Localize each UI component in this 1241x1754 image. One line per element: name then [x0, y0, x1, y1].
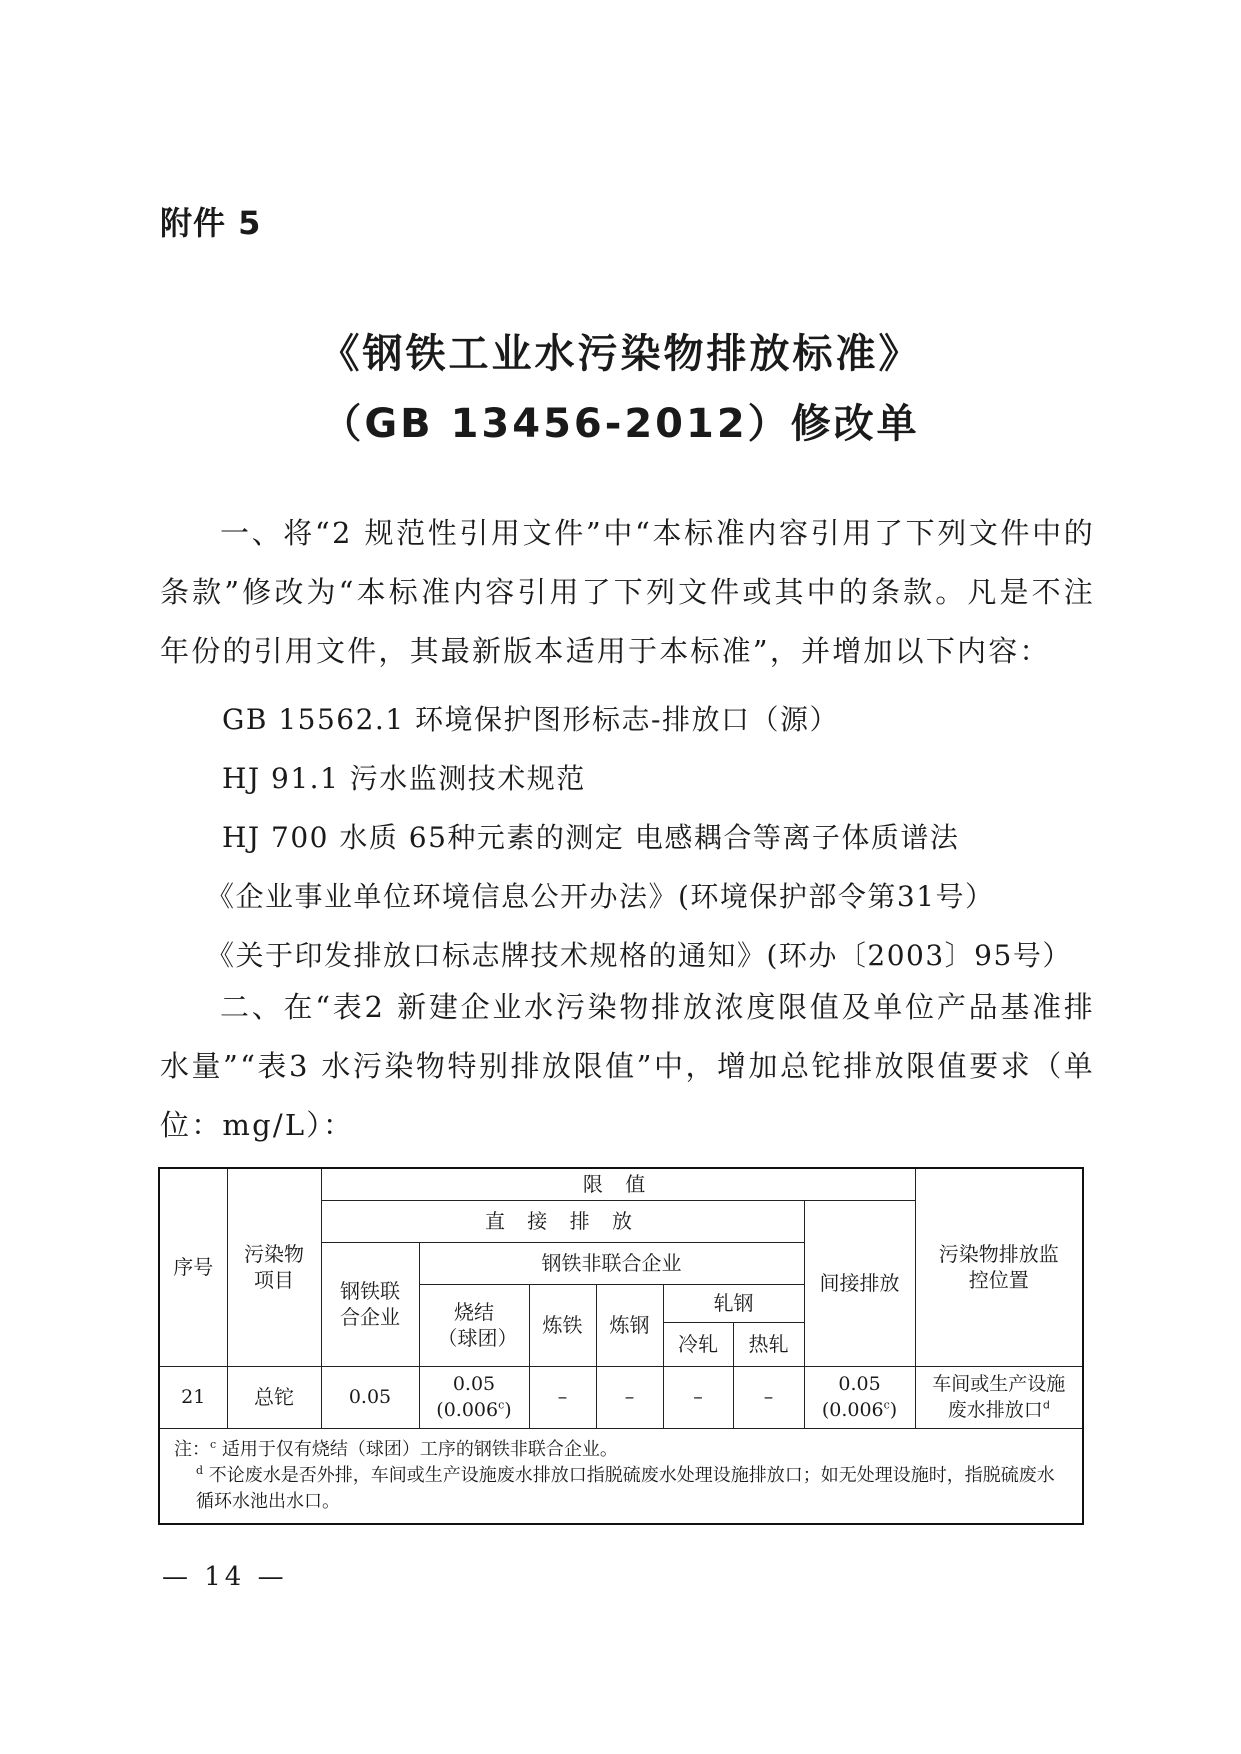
- cell-pollutant: 总铊: [227, 1366, 321, 1428]
- header-limit: 限 值: [321, 1168, 915, 1200]
- reference-item: HJ 91.1 污水监测技术规范: [222, 762, 586, 795]
- header-monitor-location: 污染物排放监控位置: [915, 1168, 1083, 1366]
- reference-item: 《关于印发排放口标志牌技术规格的通知》(环办〔2003〕95号）: [206, 939, 1072, 972]
- header-non-integrated-enterprise: 钢铁非联合企业: [419, 1242, 804, 1284]
- footnote-c-marker: c: [883, 1398, 890, 1412]
- cell-hot-rolling: –: [733, 1366, 804, 1428]
- cell-ironmaking: –: [529, 1366, 596, 1428]
- cell-seq: 21: [159, 1366, 227, 1428]
- note-d-mark: d: [196, 1463, 204, 1477]
- item2-paragraph: 二、在“表2 新建企业水污染物排放浓度限值及单位产品基准排水量”“表3 水污染物特别排放限值”中，增加总铊排放限值要求（单位：mg/L）：: [160, 990, 1095, 1142]
- cell-sinter: 0.05 (0.006$^c$): [419, 1366, 529, 1428]
- header-integrated-enterprise: 钢铁联合企业: [321, 1242, 419, 1366]
- header-rolling: 轧钢: [663, 1284, 804, 1322]
- cell-indirect: 0.05 (0.006$^c$): [804, 1366, 915, 1428]
- limits-table: [158, 1167, 1084, 1525]
- indirect-value: 0.05: [838, 1373, 881, 1395]
- header-direct-discharge: 直 接 排 放: [321, 1200, 804, 1242]
- cell-integrated: 0.05: [321, 1366, 419, 1428]
- cell-monitor-location: [915, 1366, 1083, 1428]
- note-c-text: 适用于仅有烧结（球团）工序的钢铁非联合企业。: [221, 1438, 618, 1460]
- sinter-value: 0.05: [452, 1373, 496, 1395]
- header-seq: 序号: [159, 1168, 227, 1366]
- note-c-mark: c: [210, 1437, 217, 1451]
- header-steelmaking: 炼钢: [596, 1284, 663, 1366]
- header-hot-rolling: 热轧: [733, 1322, 804, 1366]
- document-title-line2: （GB 13456-2012）修改单: [321, 401, 920, 447]
- footnote-c-marker: c: [498, 1398, 505, 1412]
- table-notes: [159, 1428, 1083, 1524]
- reference-item: 《企业事业单位环境信息公开办法》(环境保护部令第31号）: [206, 880, 995, 913]
- page-number: — 14 —: [162, 1562, 288, 1592]
- cell-cold-rolling: –: [663, 1366, 733, 1428]
- header-cold-rolling: 冷轧: [663, 1322, 733, 1366]
- footnote-d-marker: d: [1042, 1398, 1050, 1412]
- item1-paragraph: 一、将“2 规范性引用文件”中“本标准内容引用了下列文件中的条款”修改为“本标准内容引用了下列文件或其中的条款。凡是不注年份的引用文件，其最新版本适用于本标准”，并增加以下内容：: [160, 516, 1095, 668]
- header-ironmaking: 炼铁: [529, 1284, 596, 1366]
- attachment-label: 附件 5: [160, 204, 262, 242]
- header-pollutant: 污染物项目: [227, 1168, 321, 1366]
- sinter-special-value: (0.006: [436, 1399, 499, 1421]
- document-title-line1: 《钢铁工业水污染物排放标准》: [319, 331, 922, 377]
- limits-table-container: [158, 1167, 1082, 1525]
- header-sinter: 烧结（球团）: [419, 1284, 529, 1366]
- reference-item: GB 15562.1 环境保护图形标志-排放口（源）: [222, 703, 839, 736]
- cell-steelmaking: –: [596, 1366, 663, 1428]
- notes-prefix: 注：: [174, 1438, 210, 1460]
- monitor-location-text: 车间或生产设施废水排放口: [932, 1373, 1066, 1421]
- table-notes-row: [159, 1428, 1083, 1524]
- indirect-special-value: (0.006: [821, 1399, 884, 1421]
- header-indirect-discharge: 间接排放: [804, 1200, 915, 1366]
- note-d-text: 不论废水是否外排，车间或生产设施废水排放口指脱硫废水处理设施排放口；如无处理设施时，指脱硫废水循环水池出水口。: [196, 1464, 1055, 1512]
- table-row: [159, 1366, 1083, 1428]
- reference-item: HJ 700 水质 65种元素的测定 电感耦合等离子体质谱法: [222, 821, 960, 854]
